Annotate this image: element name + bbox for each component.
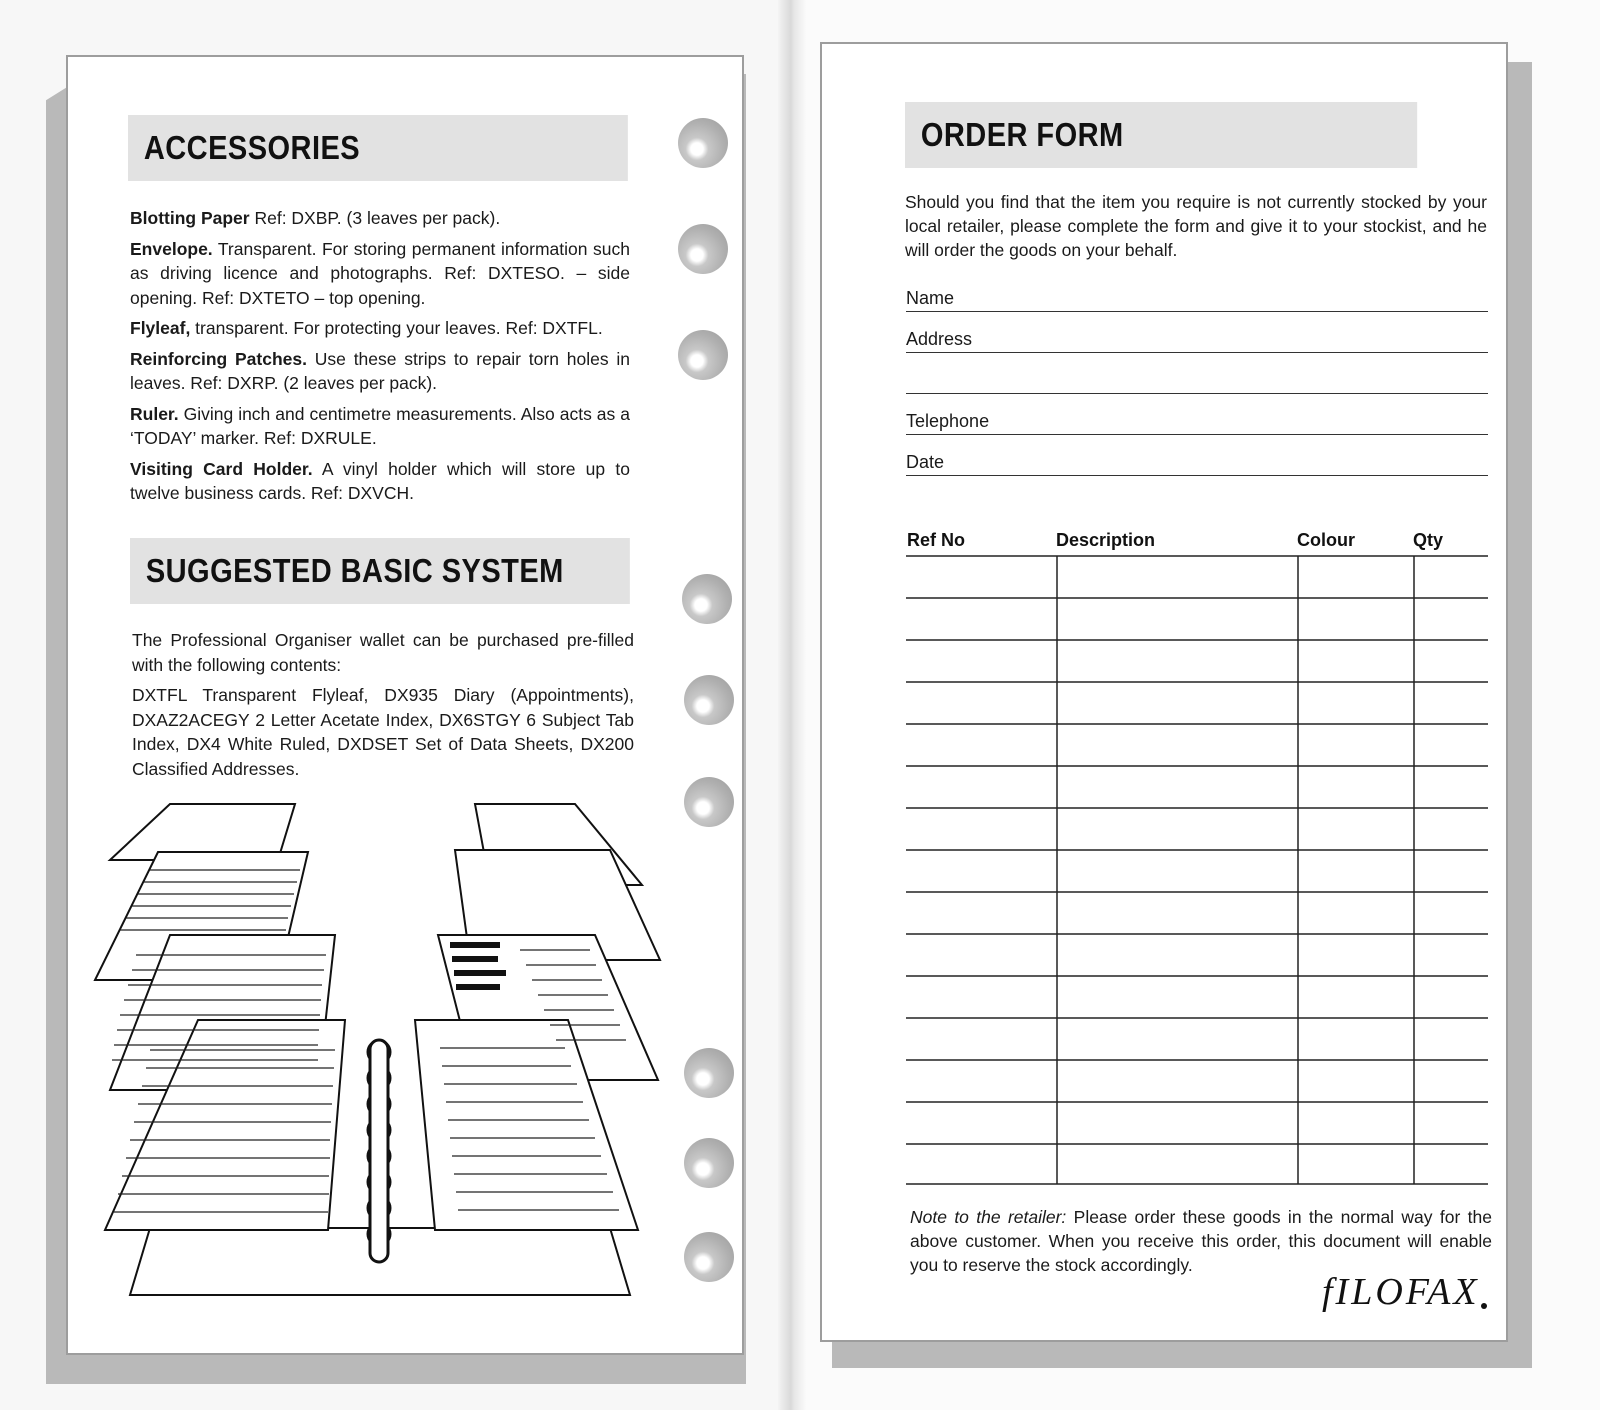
- note-text: Please order these goods in the normal way for the above customer. When you receive this order, this document will enable you to reserve the stock accordingly.: [910, 1207, 1492, 1275]
- basic-system-intro: The Professional Organiser wallet can be purchased pre-filled with the following contents:: [132, 630, 634, 675]
- binder-hole: [682, 574, 732, 624]
- accessory-entry: Envelope. Transparent. For storing permanent information such as driving licence and photographs. Ref: DXTESO. – side opening. Ref: DXTETO – top opening.: [130, 238, 630, 308]
- address-field[interactable]: [906, 325, 1488, 353]
- basic-system-contents: DXTFL Transparent Flyleaf, DX935 Diary (Appointments), DXAZ2ACEGY 2 Letter Acetate Index, DX6STGY 6 Subject Tab Index, DX4 White Ruled, DXDSET Set of Data Sheets, DX200 Classified Addresses.: [132, 685, 634, 779]
- date-field[interactable]: [906, 448, 1488, 476]
- binder-hole: [678, 330, 728, 380]
- basic-system-text: [132, 628, 634, 787]
- logo-registered-dot: [1481, 1303, 1487, 1309]
- note-label: Note to the retailer:: [910, 1207, 1067, 1227]
- accessories-heading: ACCESSORIES: [128, 115, 628, 181]
- order-table-grid[interactable]: [900, 550, 1500, 1190]
- name-label: Name: [906, 288, 955, 308]
- binder-hole: [678, 118, 728, 168]
- accessory-entry: Ruler. Giving inch and centimetre measurements. Also acts as a ‘TODAY’ marker. Ref: DXRULE.: [130, 403, 630, 448]
- accessory-entry: Blotting Paper Ref: DXBP. (3 leaves per pack).: [130, 208, 501, 228]
- binder-hole: [684, 1048, 734, 1098]
- order-form-heading: ORDER FORM: [905, 102, 1417, 168]
- address-label: Address: [906, 329, 973, 349]
- name-field[interactable]: [906, 284, 1488, 312]
- address-line-2[interactable]: [906, 366, 1488, 394]
- binder-hole: [678, 224, 728, 274]
- order-form-intro: Should you find that the item you require is not currently stocked by your local retailer, please complete the form and give it to your stockist, and he will order the goods on your behalf.: [905, 192, 1487, 260]
- column-colour: Colour: [1297, 530, 1355, 550]
- telephone-field[interactable]: [906, 407, 1488, 435]
- binder-hole: [684, 675, 734, 725]
- accessory-entry: Visiting Card Holder. A vinyl holder which will store up to twelve business cards. Ref: DXVCH.: [130, 458, 630, 503]
- date-label: Date: [906, 452, 945, 472]
- accessory-entry: Flyleaf, transparent. For protecting your leaves. Ref: DXTFL.: [130, 318, 603, 338]
- filofax-logo: fILOFAX: [1322, 1271, 1480, 1313]
- accessories-list: [130, 206, 630, 512]
- page-gutter: [778, 0, 806, 1410]
- telephone-label: Telephone: [906, 411, 990, 431]
- column-description: Description: [1056, 530, 1156, 550]
- organiser-illustration: [90, 790, 690, 1310]
- binder-hole: [684, 777, 734, 827]
- column-qty: Qty: [1413, 530, 1444, 550]
- binder-hole: [684, 1138, 734, 1188]
- basic-system-heading: SUGGESTED BASIC SYSTEM: [130, 538, 630, 604]
- retailer-note: [910, 1205, 1492, 1277]
- binder-hole: [684, 1232, 734, 1282]
- column-ref-no: Ref No: [907, 530, 965, 550]
- accessory-entry: Reinforcing Patches. Use these strips to repair torn holes in leaves. Ref: DXRP. (2 leaves per pack).: [130, 348, 630, 393]
